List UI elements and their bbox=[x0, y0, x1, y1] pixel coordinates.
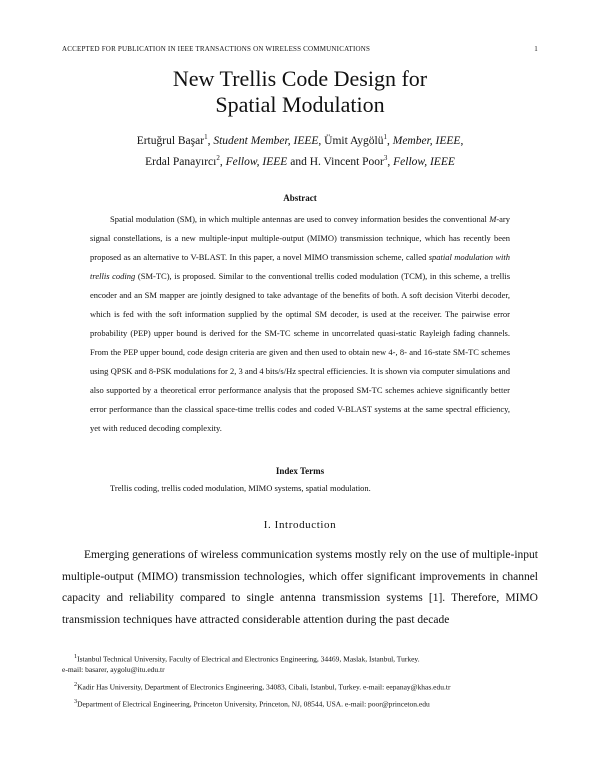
abstract-part-1: Spatial modulation (SM), in which multiple antennas are used to convey information besides the conventional bbox=[110, 214, 490, 224]
footnote-3 bbox=[62, 697, 538, 710]
author-and: and bbox=[290, 156, 307, 168]
abstract-text bbox=[90, 210, 510, 438]
running-header bbox=[62, 45, 538, 53]
abstract-m-symbol: M bbox=[489, 214, 497, 224]
author-4-name: H. Vincent Poor bbox=[309, 156, 384, 168]
author-2-affiliation: 1 bbox=[383, 133, 387, 142]
title-line-1: New Trellis Code Design for bbox=[172, 66, 428, 91]
author-2-role: Member, IEEE bbox=[392, 135, 461, 147]
footnote-3-text: Department of Electrical Engineering, Princeton University, Princeton, NJ, 08544, USA. e-mail: poor@princeton.edu bbox=[77, 699, 430, 709]
abstract-emphasis: spatial modulation with trellis coding bbox=[90, 252, 510, 281]
index-terms-text: Trellis coding, trellis coded modulation, MIMO systems, spatial modulation. bbox=[110, 483, 371, 493]
footnotes bbox=[62, 652, 538, 710]
paper-title bbox=[0, 66, 600, 118]
author-line-1: Ertuğrul Başar$^1$, Student Member, IEEE, Ümit Aygölü$^1$, Member, IEEE, bbox=[136, 133, 464, 147]
footnote-1-email: e-mail: basarer, aygolu@itu.edu.tr bbox=[62, 664, 165, 674]
index-terms-heading: Index Terms bbox=[275, 466, 325, 476]
author-4-role: Fellow, IEEE bbox=[393, 156, 455, 168]
author-4-affiliation: 3 bbox=[383, 154, 388, 163]
author-3-role: Fellow, IEEE bbox=[225, 156, 288, 168]
footnote-2-marker: 2 bbox=[74, 680, 78, 688]
footnote-2-text: Kadir Has University, Department of Electronics Engineering, 34083, Cibali, Istanbul, Turkey. e-mail: eepanay@khas.edu.tr bbox=[77, 682, 451, 691]
introduction-paragraph: Emerging generations of wireless communication systems mostly rely on the use of multiple-input multiple-output (MIMO) transmission technologies, which offer significant improvements in channel capacity and reliability compared to single antenna transmission systems [1]. Therefore, MIMO transmission techniques have attracted considerable attention during the past decade bbox=[62, 549, 538, 626]
author-2-name: Ümit Aygölü bbox=[324, 135, 384, 147]
author-1-name: Ertuğrul Başar bbox=[136, 135, 205, 147]
footnote-1 bbox=[62, 652, 538, 675]
footnote-3-marker: 3 bbox=[74, 698, 78, 705]
author-line-2: Erdal Panayırcı$^2$, Fellow, IEEE and H. Vincent Poor$^3$, Fellow, IEEE bbox=[145, 154, 455, 168]
abstract-part-2: -ary signal constellations, is a new multiple-input multiple-output (MIMO) transmission technique, which has recently been proposed as an alternative to V-BLAST. In this paper, a novel MIMO transmission scheme, called bbox=[90, 214, 510, 262]
abstract-part-3: (SM-TC), is proposed. Similar to the conventional trellis coded modulation (TCM), in this scheme, a trellis encoder and an SM mapper are jointly designed to take advantage of the benefits of both. A soft decision Viterbi decoder, which is fed with the soft information supplied by the optimal SM decoder, is used at the receiver. The pairwise error probability (PEP) upper bound is derived for the SM-TC scheme in uncorrelated quasi-static Rayleigh fading channels. From the PEP upper bound, code design criteria are given and then used to obtain new 4-, 8- and 16-state SM-TC schemes using QPSK and 8-PSK modulations for 2, 3 and 4 bits/s/Hz spectral efficiencies. It is shown via computer simulations and also supported by a theoretical error performance analysis that the proposed SM-TC schemes achieve significantly better error performance than the classical space-time trellis codes and coded V-BLAST systems at the same spectral efficiency, yet with reduced decoding complexity. bbox=[90, 271, 511, 433]
author-3-affiliation: 2 bbox=[216, 154, 220, 163]
section-heading-introduction: I. Introduction bbox=[263, 519, 337, 531]
footnote-2 bbox=[62, 680, 538, 693]
footnote-1-marker: 1 bbox=[74, 653, 78, 660]
author-3-name: Erdal Panayırcı bbox=[145, 156, 217, 168]
page-number: 1 bbox=[534, 45, 538, 53]
author-1-affiliation: 1 bbox=[204, 133, 208, 142]
author-1-role: Student Member, IEEE bbox=[213, 135, 319, 147]
footnote-1-affiliation: Istanbul Technical University, Faculty of Electrical and Electronics Engineering, 34469, Maslak, Istanbul, Turkey. bbox=[77, 654, 420, 664]
title-line-2: Spatial Modulation bbox=[215, 92, 385, 117]
running-title: ACCEPTED FOR PUBLICATION IN IEEE TRANSACTIONS ON WIRELESS COMMUNICATIONS bbox=[62, 45, 371, 53]
author-block bbox=[40, 131, 560, 173]
abstract-heading: Abstract bbox=[283, 193, 317, 203]
